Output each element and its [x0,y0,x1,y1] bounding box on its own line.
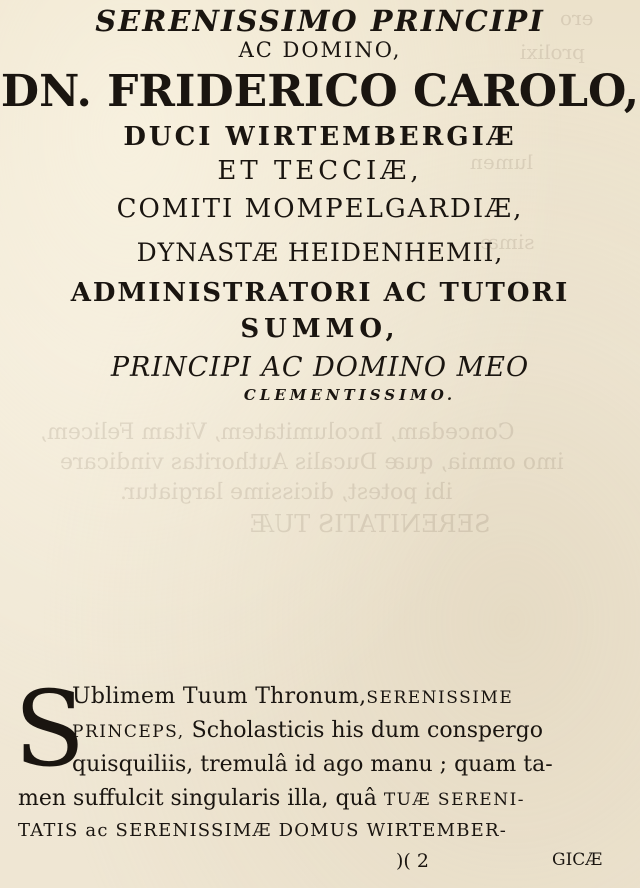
dedication-line-summo: SUMMO, [240,314,400,344]
body-line-2 [72,718,543,743]
dedication-line-dynasta: DYNASTÆ HEIDENHEMII, [136,238,504,267]
dedication-line-duci: DUCI WIRTEMBERGIÆ [123,122,517,152]
dedication-line-comiti: COMITI MOMPELGARDIÆ, [116,194,524,224]
dedication-line-principi: PRINCIPI AC DOMINO MEO [110,352,530,383]
dedication-line-administratori: ADMINISTRATORI AC TUTORI [70,278,570,308]
body-line-4 [18,786,525,811]
body-line-1-smallcaps: SERENISSIME [366,688,514,708]
body-line-5: TATIS ac SERENISSIMÆ DOMUS WIRTEMBER- [18,820,508,841]
drop-cap: S [14,668,86,790]
body-line-1-text: Ublimem Tuum Thronum, [72,684,367,709]
dedication-line-teccia: ET TECCIÆ, [217,156,423,186]
body-line-1 [72,684,513,709]
dedication-line-clementissimo: CLEMENTISSIMO. [243,386,457,404]
dedication-line-serenissimo: SERENISSIMO PRINCIPI [95,4,545,38]
body-line-2-text: Scholasticis his dum conspergo [184,718,543,743]
dedication-line-name: DN. FRIDERICO CAROLO, [0,66,640,117]
dedication-line-ac-domino: AC DOMINO, [238,38,402,62]
signature-mark: )( 2 [396,850,429,872]
catchword: GICÆ [552,850,603,870]
body-line-2-smallcaps: PRINCEPS, [72,722,185,742]
body-line-4-smallcaps: TUÆ SERENI- [383,790,526,810]
body-line-3: quisquiliis, tremulâ id ago manu ; quam ta- [72,752,553,777]
body-line-4-text: men suffulcit singularis illa, quâ [18,786,384,811]
show-through-background: ero prolixi lumen simæ Concedam, Incolumitatem, Vitam Felicem, imo omnia, quæ Ducalis Authoritas vindicare ibi potest, dicissime largiatur. SERENITATIS TUÆ [40,6,594,538]
